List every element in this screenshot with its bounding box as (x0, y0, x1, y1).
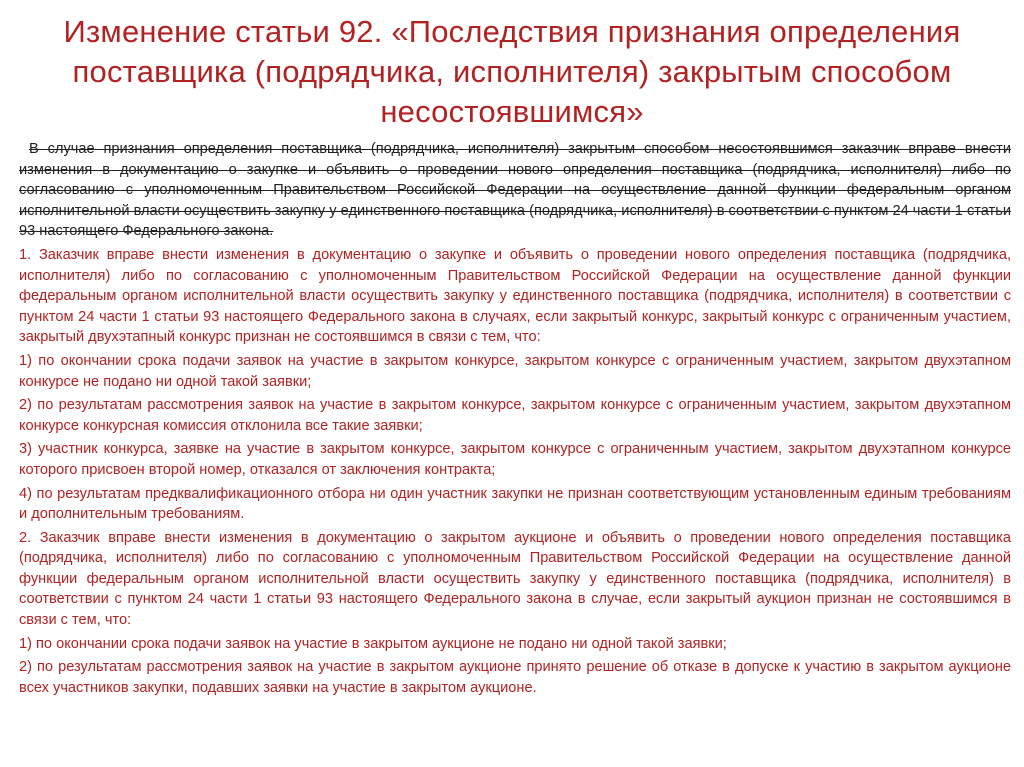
paragraph-part-2-item-2: 2) по результатам рассмотрения заявок на участие в закрытом аукционе принято решение об отказе в допуске к участию в закрытом аукционе всех участников закупки, подавших заявки на участие в закрытом аукционе. (19, 659, 1011, 696)
paragraph-part-1-item-4: 4) по результатам предквалификационного отбора ни один участник закупки не признан соответствующим установленным единым требованиям и дополнительным требованиям. (19, 485, 1011, 523)
paragraph-part-1: 1. Заказчик вправе внести изменения в документацию о закупке и объявить о проведении нового определения поставщика (подрядчика, исполнителя) либо по согласованию с уполномоченным Правительством Российской Федерации на осуществление данной функции федеральным органом исполнительной власти осуществить закупку у единственного поставщика (подрядчика, исполнителя) в соответствии с пунктом 24 части 1 статьи 93 настоящего Федерального закона в случаях, если закрытый конкурс, закрытый конкурс с ограниченным участием, закрытый двухэтапный конкурс признан не состоявшимся в связи с тем, что: (19, 246, 1011, 346)
paragraph-part-1-item-2: 2) по результатам рассмотрения заявок на участие в закрытом конкурсе, закрытом конкурсе с ограниченным участием, закрытом двухэтапном конкурсе конкурсная комиссия отклонила все такие заявки; (19, 397, 1011, 434)
slide-title: Изменение статьи 92. «Последствия признания определения поставщика (подрядчика, исполнителя) закрытым способом несостоявшимся» (63, 14, 961, 129)
paragraph-part-2: 2. Заказчик вправе внести изменения в документацию о закрытом аукционе и объявить о проведении нового определения поставщика (подрядчика, исполнителя) либо по согласованию с уполномоченным Правительством Российской Федерации на осуществление данной функции федеральным органом исполнительной власти осуществить закупку у единственного поставщика (подрядчика, исполнителя) в соответствии с пунктом 24 части 1 статьи 93 настоящего Федерального закона в случае, если закрытый аукцион признан не состоявшимся в связи с тем, что: (19, 529, 1011, 629)
struck-through-old-text: В случае признания определения поставщика (подрядчика, исполнителя) закрытым способом несостоявшимся заказчик вправе внести изменения в документацию о закупке и объявить о проведении нового определения поставщика (подрядчика, исполнителя) либо по согласованию с уполномоченным Правительством Российской Федерации на осуществление данной функции федеральным органом исполнительной власти осуществить закупку у единственного поставщика (подрядчика, исполнителя) в соответствии с пунктом 24 части 1 статьи 93 настоящего Федерального закона. (19, 141, 1011, 240)
paragraph-part-1-item-3: 3) участник конкурса, заявке на участие в закрытом конкурсе, закрытом конкурсе с ограниченным участием, закрытом двухэтапном конкурсе которого присвоен второй номер, отказался от заключения контракта; (19, 441, 1011, 478)
paragraph-part-2-item-1: 1) по окончании срока подачи заявок на участие в закрытом аукционе не подано ни одной такой заявки; (19, 635, 727, 652)
slide-body (19, 139, 1011, 701)
paragraph-part-1-item-1: 1) по окончании срока подачи заявок на участие в закрытом конкурсе, закрытом конкурсе с ограниченным участием, закрытом двухэтапном конкурсе не подано ни одной такой заявки; (19, 352, 1011, 390)
